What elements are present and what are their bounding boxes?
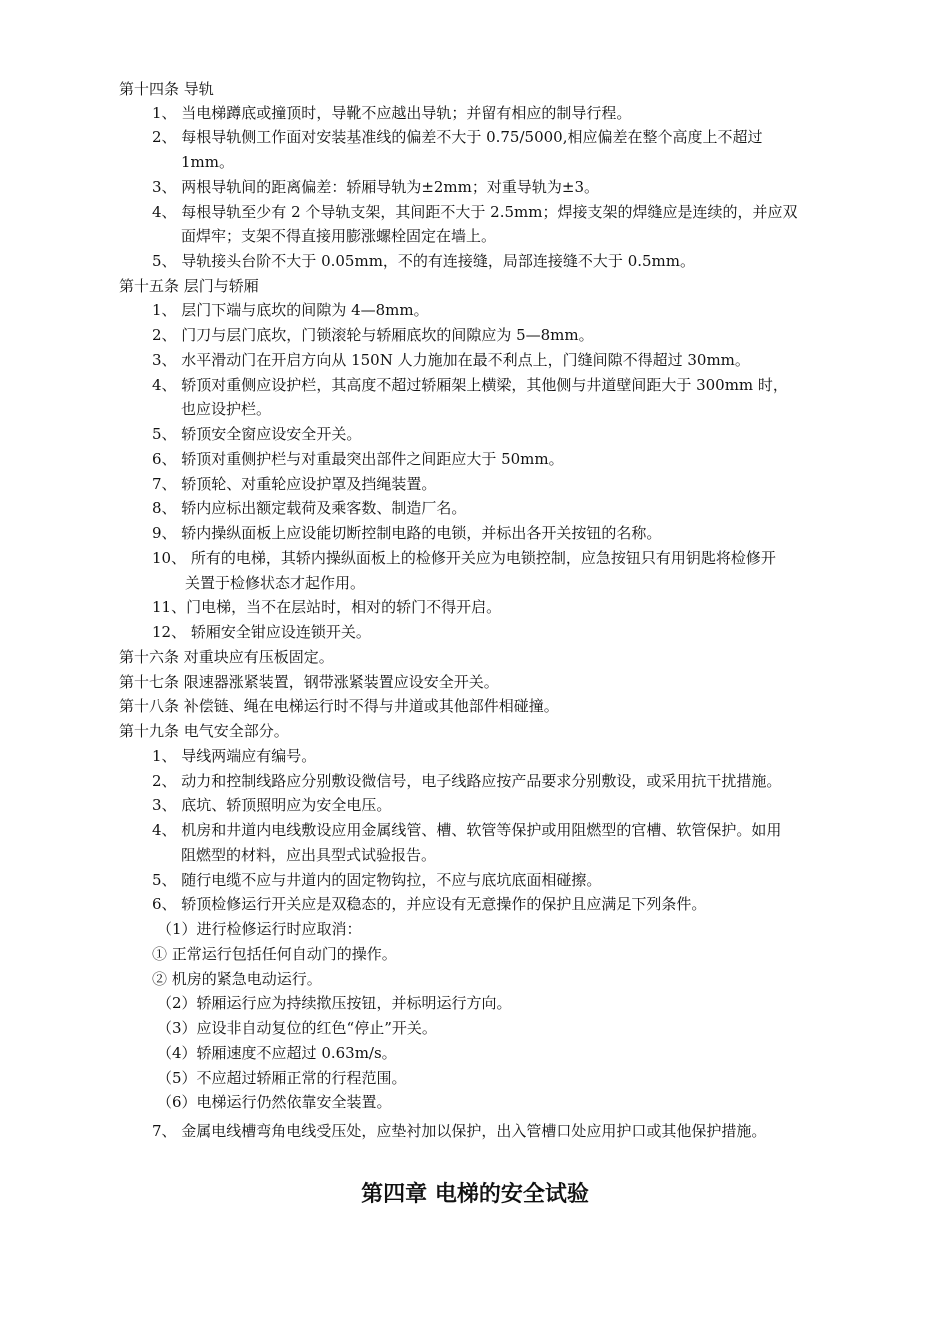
item-continuation: 关置于检修状态才起作用。 <box>185 574 366 592</box>
list-item: 6、 轿顶检修运行开关应是双稳态的，并应设有无意操作的保护且应满足下列条件。 <box>152 895 707 913</box>
article-heading: 第十八条 补偿链、绳在电梯运行时不得与井道或其他部件相碰撞。 <box>119 697 559 715</box>
list-item: 12、 轿厢安全钳应设连锁开关。 <box>152 623 371 641</box>
list-item: 9、 轿内操纵面板上应设能切断控制电路的电锁，并标出各开关按钮的名称。 <box>152 524 662 542</box>
item-continuation: 阻燃型的材料，应出具型式试验报告。 <box>181 846 437 864</box>
list-item: 6、 轿顶对重侧护栏与对重最突出部件之间距应大于 50mm。 <box>152 450 564 468</box>
sub-item: ② 机房的紧急电动运行。 <box>152 970 322 988</box>
item-continuation: 面焊牢；支架不得直接用膨涨螺栓固定在墙上。 <box>181 227 497 245</box>
list-item: 1、 当电梯蹲底或撞顶时，导靴不应越出导轨；并留有相应的制导行程。 <box>152 104 632 122</box>
list-item: 2、 门刀与层门底坎，门锁滚轮与轿厢底坎的间隙应为 5—8mm。 <box>152 326 594 344</box>
sub-item: （5）不应超过轿厢正常的行程范围。 <box>157 1069 407 1087</box>
list-item: 3、 水平滑动门在开启方向从 150N 人力施加在最不利点上，门缝间隙不得超过 30mm。 <box>152 351 750 369</box>
article-heading: 第十九条 电气安全部分。 <box>119 722 289 740</box>
list-item: 3、 两根导轨间的距离偏差：轿厢导轨为±2mm；对重导轨为±3。 <box>152 178 599 196</box>
list-item: 3、 底坑、轿顶照明应为安全电压。 <box>152 796 392 814</box>
sub-item: （1）进行检修运行时应取消： <box>157 920 362 938</box>
list-item: 5、 导轨接头台阶不大于 0.05mm，不的有连接缝，局部连接缝不大于 0.5mm。 <box>152 252 695 270</box>
list-item: 5、 轿顶安全窗应设安全开关。 <box>152 425 362 443</box>
list-item: 10、 所有的电梯，其轿内操纵面板上的检修开关应为电锁控制，应急按钮只有用钥匙将检修开 <box>152 549 776 567</box>
article-heading: 第十六条 对重块应有压板固定。 <box>119 648 334 666</box>
list-item: 1、 导线两端应有编号。 <box>152 747 317 765</box>
list-item: 1、 层门下端与底坎的间隙为 4—8mm。 <box>152 301 429 319</box>
list-item: 2、 每根导轨侧工作面对安装基准线的偏差不大于 0.75/5000,相应偏差在整个高度上不超过 <box>152 128 763 146</box>
chapter-heading: 第四章 电梯的安全试验 <box>361 1182 589 1207</box>
item-continuation: 1mm。 <box>181 153 234 171</box>
list-item: 7、 金属电线槽弯角电线受压处，应垫衬加以保护，出入管槽口处应用护口或其他保护措施。 <box>152 1122 767 1140</box>
sub-item: （6）电梯运行仍然依靠安全装置。 <box>157 1093 392 1111</box>
article-heading: 第十五条 层门与轿厢 <box>119 277 259 295</box>
article-heading: 第十四条 导轨 <box>119 80 214 98</box>
sub-item: （4）轿厢速度不应超过 0.63m/s。 <box>157 1044 397 1062</box>
article-heading: 第十七条 限速器涨紧装置，钢带涨紧装置应设安全开关。 <box>119 673 499 691</box>
list-item: 4、 每根导轨至少有 2 个导轨支架，其间距不大于 2.5mm；焊接支架的焊缝应是连续的，并应双 <box>152 203 798 221</box>
list-item: 7、 轿顶轮、对重轮应设护罩及挡绳装置。 <box>152 475 437 493</box>
list-item: 2、 动力和控制线路应分别敷设微信号，电子线路应按产品要求分别敷设，或采用抗干扰措施。 <box>152 772 782 790</box>
list-item: 8、 轿内应标出额定载荷及乘客数、制造厂名。 <box>152 499 467 517</box>
list-item: 4、 机房和井道内电线敷设应用金属线管、槽、软管等保护或用阻燃型的官槽、软管保护。如用 <box>152 821 782 839</box>
sub-item: ① 正常运行包括任何自动门的操作。 <box>152 945 397 963</box>
item-continuation: 也应设护栏。 <box>181 400 272 418</box>
sub-item: （3）应设非自动复位的红色“停止”开关。 <box>157 1019 437 1037</box>
sub-item: （2）轿厢运行应为持续揿压按钮，并标明运行方向。 <box>157 994 512 1012</box>
list-item: 4、 轿顶对重侧应设护栏，其高度不超过轿厢架上横梁，其他侧与井道壁间距大于 300mm 时， <box>152 376 788 394</box>
list-item: 11、门电梯，当不在层站时，相对的轿门不得开启。 <box>152 598 502 616</box>
list-item: 5、 随行电缆不应与井道内的固定物钩拉，不应与底坑底面相碰擦。 <box>152 871 602 889</box>
